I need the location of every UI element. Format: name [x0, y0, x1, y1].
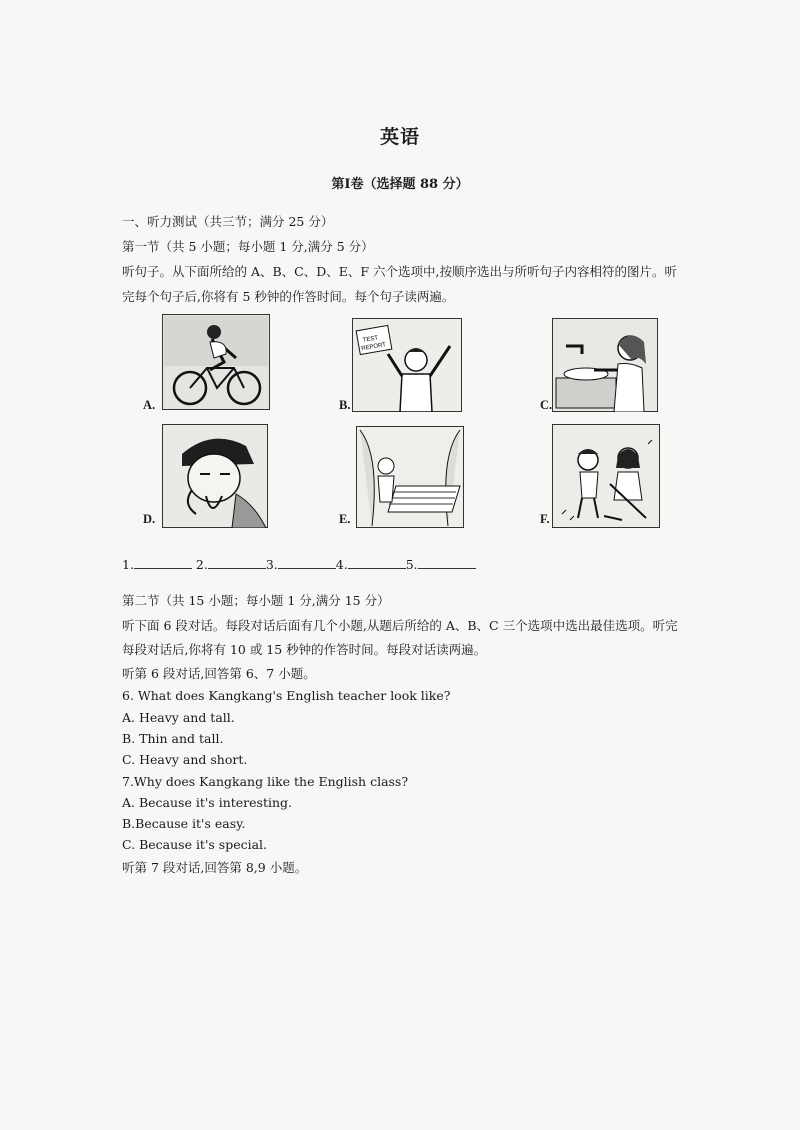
- kids-sweeping-leaves-picture: [552, 424, 660, 528]
- section1-instruction-line1: 听句子。从下面所给的 A、B、C、D、E、F 六个选项中,按顺序选出与所听句子内容相符的图片。听: [122, 264, 678, 279]
- dialog7-intro: 听第 7 段对话,回答第 8,9 小题。: [122, 860, 308, 875]
- q7-option-b: B.Because it's easy.: [122, 816, 246, 831]
- answer-blank-2[interactable]: [208, 556, 266, 569]
- question-7: 7.Why does Kangkang like the English class?: [122, 774, 409, 789]
- ancient-poet-portrait-picture: [162, 424, 268, 528]
- section2-heading: 第二节（共 15 小题；每小题 1 分,满分 15 分）: [122, 593, 390, 608]
- boy-with-test-report-picture: [352, 318, 462, 412]
- girl-washing-hands-picture: [552, 318, 658, 412]
- answer-blank-4[interactable]: [348, 556, 406, 569]
- blank-label-2: 2.: [195, 557, 208, 572]
- section1-heading: 第一节（共 5 小题；每小题 1 分,满分 5 分）: [122, 239, 374, 254]
- answer-blank-5[interactable]: [418, 556, 476, 569]
- q7-option-a: A. Because it's interesting.: [122, 795, 292, 810]
- answer-blank-3[interactable]: [278, 556, 336, 569]
- room-with-window-picture: [356, 426, 464, 528]
- paper-subtitle: 第Ⅰ卷（选择题 88 分）: [331, 177, 469, 192]
- part1-heading: 一、听力测试（共三节；满分 25 分）: [122, 214, 334, 229]
- blank-label-3: 3.: [265, 557, 278, 572]
- picture-label-a: A.: [143, 398, 156, 412]
- q6-option-b: B. Thin and tall.: [122, 731, 224, 746]
- answer-blank-1[interactable]: [134, 556, 192, 569]
- page-title: 英语: [379, 126, 420, 148]
- picture-label-e: E.: [339, 512, 351, 526]
- svg-text:TEST: TEST: [362, 335, 379, 344]
- section2-instruction-line1: 听下面 6 段对话。每段对话后面有几个小题,从题后所给的 A、B、C 三个选项中选出最佳选项。听完: [122, 618, 678, 633]
- section1-instruction-line2: 完每个句子后,你将有 5 秒钟的作答时间。每个句子读两遍。: [122, 289, 455, 304]
- picture-label-d: D.: [143, 512, 156, 526]
- blank-label-1: 1.: [122, 557, 134, 572]
- q6-option-c: C. Heavy and short.: [122, 752, 248, 767]
- section2-instruction-line2: 每段对话后,你将有 10 或 15 秒钟的作答时间。每段对话读两遍。: [122, 642, 487, 657]
- q6-option-a: A. Heavy and tall.: [122, 710, 235, 725]
- answer-blanks: [122, 556, 476, 572]
- picture-label-f: F.: [540, 512, 550, 526]
- question-6: 6. What does Kangkang's English teacher look like?: [122, 688, 451, 703]
- blank-label-5: 5.: [405, 557, 418, 572]
- dialog6-intro: 听第 6 段对话,回答第 6、7 小题。: [122, 666, 316, 681]
- cyclist-picture: [162, 314, 270, 410]
- svg-text:REPORT: REPORT: [360, 342, 387, 353]
- blank-label-4: 4.: [335, 557, 348, 572]
- picture-label-b: B.: [339, 398, 351, 412]
- picture-label-c: C.: [540, 398, 553, 412]
- q7-option-c: C. Because it's special.: [122, 837, 268, 852]
